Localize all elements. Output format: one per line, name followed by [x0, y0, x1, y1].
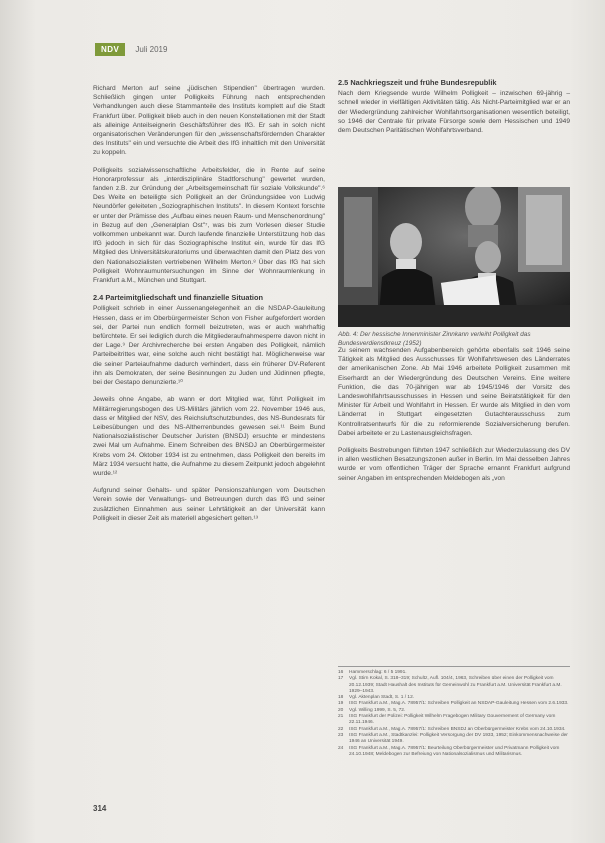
footnote: 20 Vgl. Willing 1999, S. 5, 72.: [338, 707, 406, 713]
photo-image: [338, 187, 570, 327]
footnote: 18 Vgl. Aktenplan Stadt, S. 1 / 12.: [338, 695, 415, 701]
page-header: [95, 42, 167, 56]
journal-badge: NDV: [95, 43, 125, 56]
footnote: 16 Hammerschlag: 6 / 5 1991.: [338, 670, 407, 675]
right-column: [338, 346, 570, 491]
footnote: 19 ISG Frankfurt a.M., Mag.A. 78957/1: Schreiben Polligkeit an NSDAP-Gauleitung Hessen vom 2.6.1933.: [338, 701, 569, 707]
footnote: 21 ISG Frankfurt der Polizei: Polligkeit Wilhelm Fragebogen Military Gouvernement of Germany vom 22.11.1946.: [338, 714, 556, 726]
historical-photo: [338, 187, 570, 327]
photo-caption: Abb. 4: Der hessische Innenminister Zinnkann verleiht Polligkeit das Bundesverdienstkreuz (1952): [338, 331, 531, 347]
page-number: 314: [93, 804, 107, 813]
section-heading-partei: 2.4 Parteimitgliedschaft und finanzielle Situation: [93, 293, 264, 303]
left-column: [93, 84, 325, 531]
right-top-block: [338, 78, 570, 135]
left-paragraph-3: Polligkeit schrieb in einer Aussenangelegenheit an die NSDAP-Gauleitung Hessen, dass er im Oberbürgermeister Schon von Fisher aufgefordert worden sei, der Partei nun endlich formell beizutreten, was er auch wahrhaftig befürchtete. Er sei lediglich durch die Mitgliederaufnahmesperre davon nicht in der Lage.⁹ Der Archivrecherche bei ersten Angaben des Polligkeit, nämlich Parteibeitrittes war, eine solche auch nicht bestätigt hat. Möglicherweise war die seiner Parteiaufnahme dadurch verhindert, dass ein früherer DV-Referent ihn als Demokraten, der seine Besinnungen zu Juden und Jüdinnen pflegte, bei der Gestapo denunzierte.¹⁰: [93, 305, 325, 387]
section-heading-nachkrieg: 2.5 Nachkriegszeit und frühe Bundesrepublik: [338, 78, 497, 87]
issue-date: Juli 2019: [135, 44, 168, 54]
footnote: 23 ISG Frankfurt a.M., Stadtkanzlei: Polligkeit Versorgung der DV 1933, 1952; Einkommensnachweise der 1946 an Universität 1949.: [338, 732, 568, 745]
left-paragraph-2: Polligkeits sozialwissenschaftliche Arbeitsfelder, die in Rente auf seine Honorarprofessur als „interdisziplinäre Stadtforschung" gewertet wurden, fanden z.B. zur Gründung der „Arbeitsgemeinschaft für soziale Volkskunde".⁶ Des Weite en beteiligte sich Polligkeit an der Gründungsidee von Ludwig Neundörfer geleiteten „Soziographischen Instituts". In diesem Kontext forschte er unter der Prämisse des „Aufbau eines neuen Raum- und Menschenordnung" in Bezug auf den „Generalplan Ost"⁷, was bis zum Vorlesen dieser Studie vollkommen unbekannt war. Durch laufende finanzielle Unterstützung hob das IfG jedoch in sich für das Soziographische Institut ein, wurde für das IfG Mitglied des Universitätskuratoriums und überwachten damit den Platz des von den Nationalsozialisten vertriebenen Wilhelm Merton.⁸ Über das IfG hat sich Polligkeit Wohnraumuntersuchungen im Sinne der Wohnraumlenkung in Frankfurt a.M., München und Stuttgart.: [93, 166, 325, 285]
left-paragraph-1: Richard Merton auf seine „jüdischen Stipendien" übertragen wurden. Schließlich gingen unter Polligkeits Führung nach entsprechenden Verhandlungen auch diese Stammanteile des Instituts komplett auf die Stadt Frankfurt über. Polligkeit blieb auch in den neuen Konstellationen mit der Stadt als alleinige Anteilseignerin Geschäftsführer des IfG. Er sah in solch nicht organisatorischen Veränderungen für den „wissenschaftsfördernden Charakter des Instituts" ein und versuchte die Arbeit des IfG inhaltlich mit den Universität zu koppeln.: [93, 85, 325, 157]
footnote: 17 Vgl. Stirn Kokal, S. 318–319; Schultz, Aufl. 104/4, 1963, Schreiben über einen der Polligkeit vom 20.12.1939; Stadt Haushalt des Instituts für Gemeinwohl zu Frankfurt a.M. Universität Frankfurt a.M. 1929–1943.: [338, 676, 562, 694]
left-paragraph-4: Jeweils ohne Angabe, ab wann er dort Mitglied war, führt Polligkeit im Militärregierungsbogen des US-Militärs jährlich vom 22. November 1946 aus, dass er Mitglied der NSV, des Reichsluftschutzbundes, des NS-Bundesrats für Leibesübungen und des NS-Altherrenbundes gewesen sei.¹¹ Beim Bund Nationalsozialistischer Deutscher Juristen (BNSDJ) ersuchte er mindestens zwei Mal um Aufnahme. Einem Schreiben des BNSDJ an Oberbürgermeister Krebs vom 24. Oktober 1934 ist zu entnehmen, dass Polligkeit den bereits im März 1934 versucht hatte, die Aufnahme zu diesem Zeitpunkt jedoch abgelehnt wurde.¹²: [93, 396, 325, 477]
footnotes: [338, 666, 570, 758]
footnote: 24 ISG Frankfurt a.M., Mag.A. 78957/1: Beurteilung Oberbürgermeister und Privatmann Polligkeit vom 24.10.1948; Meldebogen zur Befreiung von Nationalsozialismus und Militarismus.: [338, 745, 560, 757]
right-top-paragraph: Nach dem Kriegsende wurde Wilhelm Polligkeit – inzwischen 69-jährig – schnell wieder in vielfältigen Aktivitäten tätig. Als Nicht-Parteimitglied war er an der Wiedergründung zahlreicher Wohlfahrtsorganisationen wesentlich beteiligt, so 1946 der Centrale für private Fürsorge sowie dem Hessischen und 1949 dem Deutschen Paritätischen Wohlfahrtsverband.: [338, 90, 570, 135]
footnote: 22 ISG Frankfurt a.M., Mag.A. 78957/1: Schreiben BNSDJ an Oberbürgermeister Krebs vom 24.10.1934.: [338, 726, 566, 732]
left-paragraph-5: Aufgrund seiner Gehalts- und später Pensionszahlungen vom Deutschen Verein sowie der Verwaltungs- und Betreuungen durch das IfG und seiner zusätzlichen Einnahmen aus seiner Lehrtätigkeit an der Universität kann Polligkeit in dieser Zeit als materiell abgesichert gelten.¹³: [93, 487, 325, 522]
right-paragraph-1: Zu seinem wachsenden Aufgabenbereich gehörte ebenfalls seit 1946 seine Tätigkeit als Mitglied des Ausschusses für Wohlfahrtswesen des Länderrates der amerikanischen Zone. Ab Mai 1946 arbeitete Polligkeit zusammen mit Eiserhardt an der Wiedergründung des Deutschen Vereins. Eine weitere Funktion, die das 70-jährigen war ab 1945/1946 der Vorsitz des Landeswohlfahrtsausschusses in Hessen und seine Beiratstätigkeit für den Minister für Arbeit und Wohlfahrt in Hessen. Er wurde als Mitglied in den vom Länderrat in Stuttgart eingesetzten Gutachterausschuss zum Kontrollratsentwurfs für die zu reformierende Sozialversicherung berufen. Dabei arbeitete er zu Lastenausgleichsfragen.: [338, 347, 570, 437]
right-paragraph-2: Polligkeits Bestrebungen führten 1947 schließlich zur Wiederzulassung des DV in allen westlichen Besatzungszonen außer in Berlin. Im Mai desselben Jahres wurde er vom offentlichen Träger der Sprache ernannt Frankfurt aufgrund seiner Angaben im entsprechenden Meldebogen als „von: [338, 447, 570, 482]
